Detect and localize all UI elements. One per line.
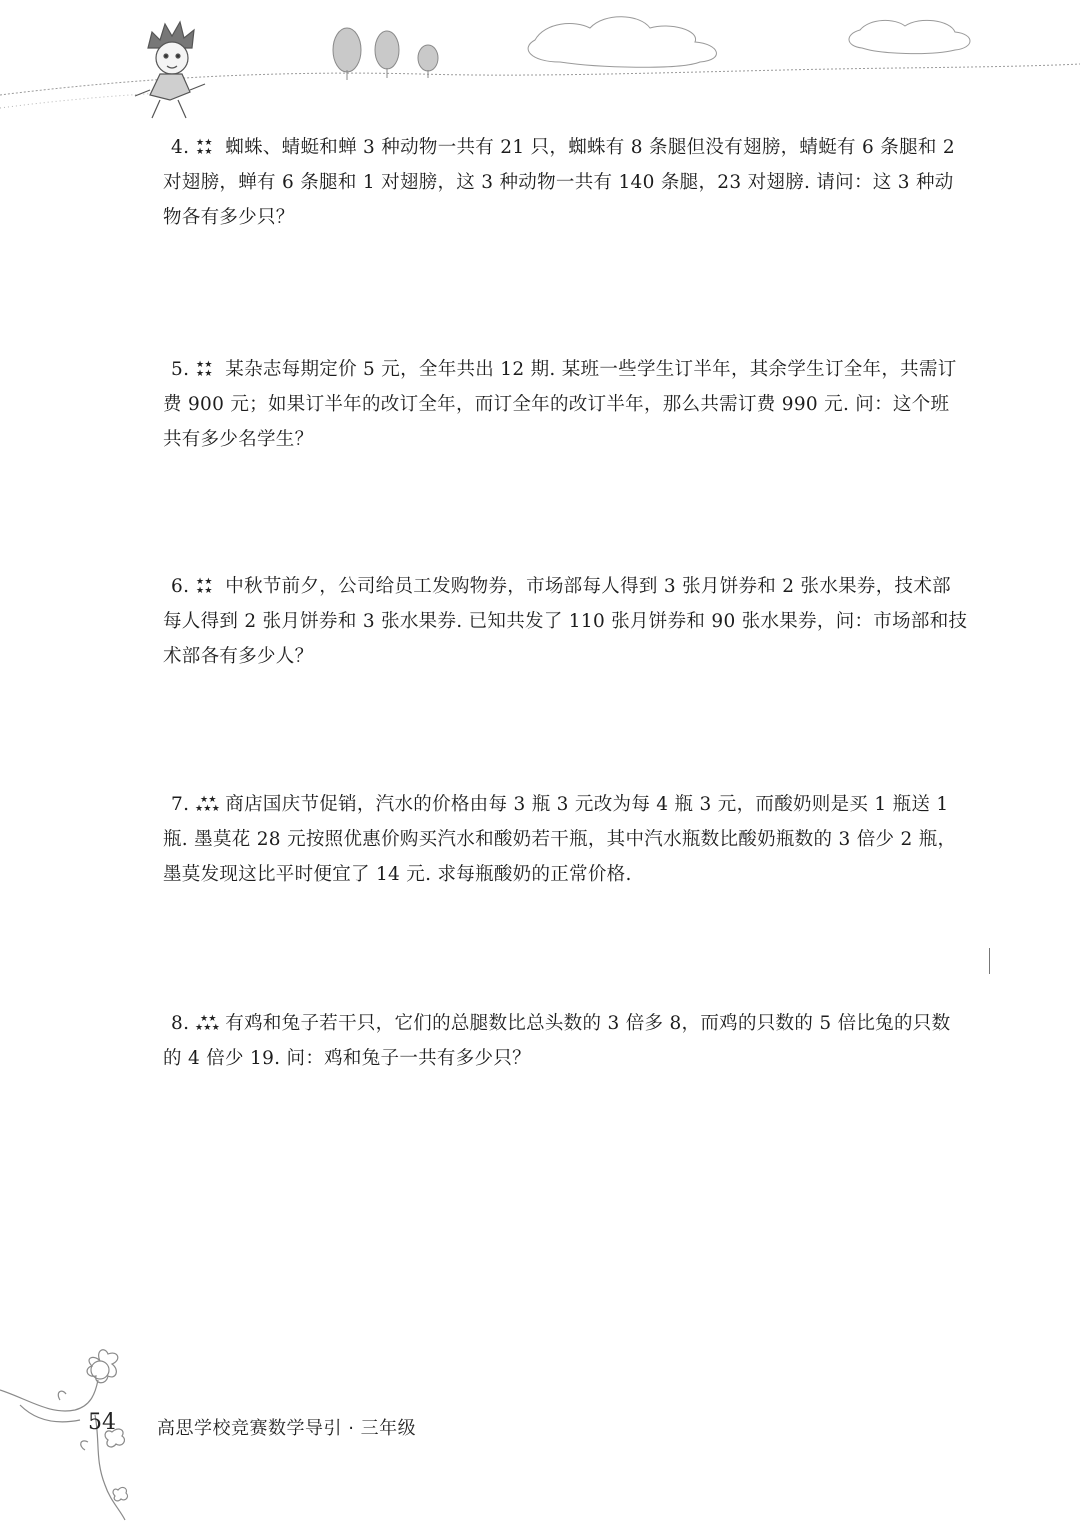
tree-icon [333,28,438,80]
problem-number: 5. [171,359,190,380]
svg-text:★★: ★★ [196,586,214,594]
problem-7 [163,787,968,892]
svg-text:★★★: ★★★ [195,804,221,812]
svg-text:★★: ★★ [200,1014,218,1024]
page-number: 54 [88,1410,116,1435]
problem-text: 商店国庆节促销，汽水的价格由每 3 瓶 3 元改为每 4 瓶 3 元，而酸奶则是买 1 瓶送 1 瓶. 墨莫花 28 元按照优惠价购买汽水和酸奶若干瓶，其中汽水瓶数比酸奶瓶数的 3 倍少 2 瓶，墨莫发现这比平时便宜了 14 元. 求每瓶酸奶的正常价格. [163,794,957,885]
star-rating-icon [195,359,219,377]
svg-text:★★★: ★★★ [195,1023,221,1031]
problem-number: 7. [171,794,190,815]
star-rating-icon [195,794,219,812]
problem-number: 4. [171,137,190,158]
cartoon-boy-icon [135,22,205,118]
svg-text:★★: ★★ [200,795,218,805]
problem-number: 8. [171,1013,190,1034]
star-rating-icon [195,1013,219,1031]
problem-5 [163,352,968,457]
svg-text:★★: ★★ [196,138,214,148]
svg-text:★★: ★★ [196,369,214,377]
problem-text: 蜘蛛、蜻蜓和蝉 3 种动物一共有 21 只，蜘蛛有 8 条腿但没有翅膀，蜻蜓有 6 条腿和 2 对翅膀，蝉有 6 条腿和 1 对翅膀，这 3 种动物一共有 140 条腿，23 对翅膀. 请问：这 3 种动物各有多少只？ [163,137,955,228]
star-rating-icon [195,576,219,594]
scan-mark [989,948,990,974]
cloud-icon [528,17,970,68]
header-illustration [0,0,1080,125]
svg-text:★★: ★★ [196,360,214,370]
svg-text:★★: ★★ [196,147,214,155]
problem-text: 中秋节前夕，公司给员工发购物券，市场部每人得到 3 张月饼券和 2 张水果券，技术部每人得到 2 张月饼券和 3 张水果券. 已知共发了 110 张月饼券和 90 张水果券，问：市场部和技术部各有多少人？ [163,576,968,667]
problem-text: 有鸡和兔子若干只，它们的总腿数比总头数的 3 倍多 8，而鸡的只数的 5 倍比兔的只数的 4 倍少 19. 问：鸡和兔子一共有多少只？ [163,1013,951,1069]
problem-number: 6. [171,576,190,597]
book-title: 高思学校竞赛数学导引 · 三年级 [157,1418,417,1439]
problem-4 [163,130,968,235]
problem-8 [163,1006,968,1076]
svg-text:★★: ★★ [196,577,214,587]
problem-text: 某杂志每期定价 5 元，全年共出 12 期. 某班一些学生订半年，其余学生订全年，共需订费 900 元；如果订半年的改订全年，而订全年的改订半年，那么共需订费 990 元. 问：这个班共有多少名学生？ [163,359,957,450]
star-rating-icon [195,137,219,155]
problem-6 [163,569,968,674]
